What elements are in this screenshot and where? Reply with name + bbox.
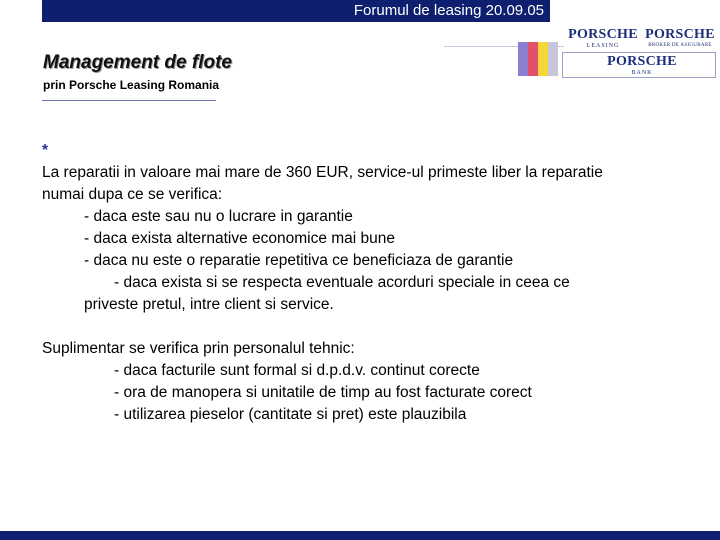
- paragraph-1-line-1: La reparatii in valoare mai mare de 360 EUR, service-ul primeste liber la reparatie: [42, 164, 603, 181]
- list-item: - daca exista alternative economice mai bune: [84, 230, 396, 247]
- porsche-broker-logo: PORSCHE BROKER DE ASIGURARE: [645, 27, 715, 48]
- stripe-2: [528, 42, 538, 76]
- page-title: Management de flote: [43, 52, 232, 73]
- paragraph-1-line-2: numai dupa ce se verifica:: [42, 186, 223, 203]
- footer-bar: [0, 531, 720, 540]
- stripe-3: [538, 42, 548, 76]
- spacer: [42, 316, 712, 338]
- bullet-star: *: [42, 142, 49, 159]
- list-item: - daca nu este o reparatie repetitiva ce beneficiaza de garantie: [84, 252, 514, 269]
- page-subtitle: prin Porsche Leasing Romania: [43, 78, 220, 92]
- porsche-leasing-logo: PORSCHE LEASING: [568, 27, 638, 49]
- list-item: - daca facturile sunt formal si d.p.d.v. continut corecte: [114, 362, 480, 379]
- list-item: - ora de manopera si unitatile de timp au fost facturate corect: [114, 384, 532, 401]
- title-underline: [42, 100, 216, 101]
- stripe-4: [548, 42, 558, 76]
- list-item: - daca exista si se respecta eventuale acorduri speciale in ceea ce: [114, 274, 570, 291]
- list-item: - daca este sau nu o lucrare in garantie: [84, 208, 353, 225]
- header-text: Forumul de leasing 20.09.05: [353, 2, 544, 19]
- list-item: - utilizarea pieselor (cantitate si pret) este plauzibila: [114, 406, 467, 423]
- porsche-bank-logo: PORSCHE BANK: [607, 54, 677, 76]
- paragraph-2: Suplimentar se verifica prin personalul tehnic:: [42, 340, 355, 357]
- stripe-1: [518, 42, 528, 76]
- slide-body: [42, 140, 712, 426]
- header-bar: [42, 0, 550, 22]
- list-item-continuation: priveste pretul, intre client si service.: [84, 296, 334, 313]
- color-stripes-logo: [518, 42, 558, 76]
